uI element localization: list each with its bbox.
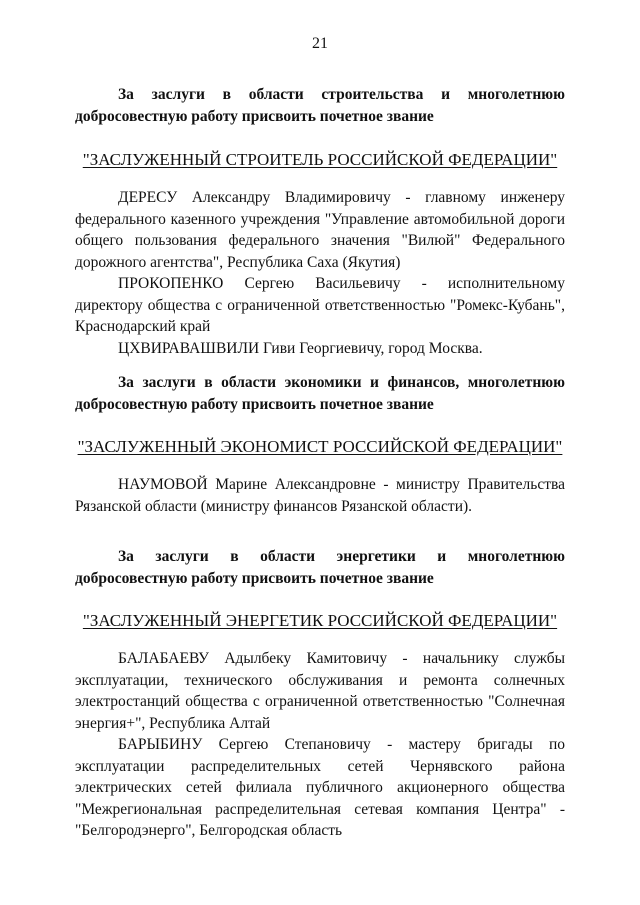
section-economics [0,372,640,517]
honorary-title: "ЗАСЛУЖЕННЫЙ ЭКОНОМИСТ РОССИЙСКОЙ ФЕДЕРАЦИИ" [77,437,563,456]
award-entry: ПРОКОПЕНКО Сергею Васильевичу - исполнительному директору общества с ограниченной ответственностью "Ромекс-Кубань", Краснодарский край [75,275,565,335]
page-number: 21 [312,35,328,52]
award-entry: ЦХВИРАВАШВИЛИ Гиви Георгиевичу, город Москва. [118,339,483,357]
award-entry: ДЕРЕСУ Александру Владимировичу - главному инженеру федерального казенного учреждения "Управление автомобильной дороги общего пользования федерального значения "Вилюй" Федерального дорожного агентства", Республика Саха (Якутия) [75,189,565,271]
award-entry: БАЛАБАЕВУ Адылбеку Камитовичу - начальнику службы эксплуатации, технического обслуживания и ремонта солнечных электростанций общества с ограниченной ответственностью "Солнечная энергия+", Республика Алтай [75,650,565,732]
section-intro: За заслуги в области энергетики и многолетнюю добросовестную работу присвоить почетное звание [75,548,565,587]
award-entry: БАРЫБИНУ Сергею Степановичу - мастеру бригады по эксплуатации распределительных сетей Чернявского района электрических сетей филиала публичного акционерного общества "Межрегиональная распределительная сетевая компания Центра" - "Белгородэнерго", Белгородская область [75,736,565,839]
section-intro: За заслуги в области строительства и многолетнюю добросовестную работу присвоить почетное звание [75,86,565,125]
honorary-title: "ЗАСЛУЖЕННЫЙ СТРОИТЕЛЬ РОССИЙСКОЙ ФЕДЕРАЦИИ" [82,150,558,169]
award-entry: НАУМОВОЙ Марине Александровне - министру Правительства Рязанской области (министру финансов Рязанской области). [75,476,565,515]
honorary-title: "ЗАСЛУЖЕННЫЙ ЭНЕРГЕТИК РОССИЙСКОЙ ФЕДЕРАЦИИ" [82,611,558,630]
section-construction [0,84,640,359]
section-energy [0,546,640,842]
section-intro: За заслуги в области экономики и финансов, многолетнюю добросовестную работу присвоить почетное звание [75,374,565,413]
